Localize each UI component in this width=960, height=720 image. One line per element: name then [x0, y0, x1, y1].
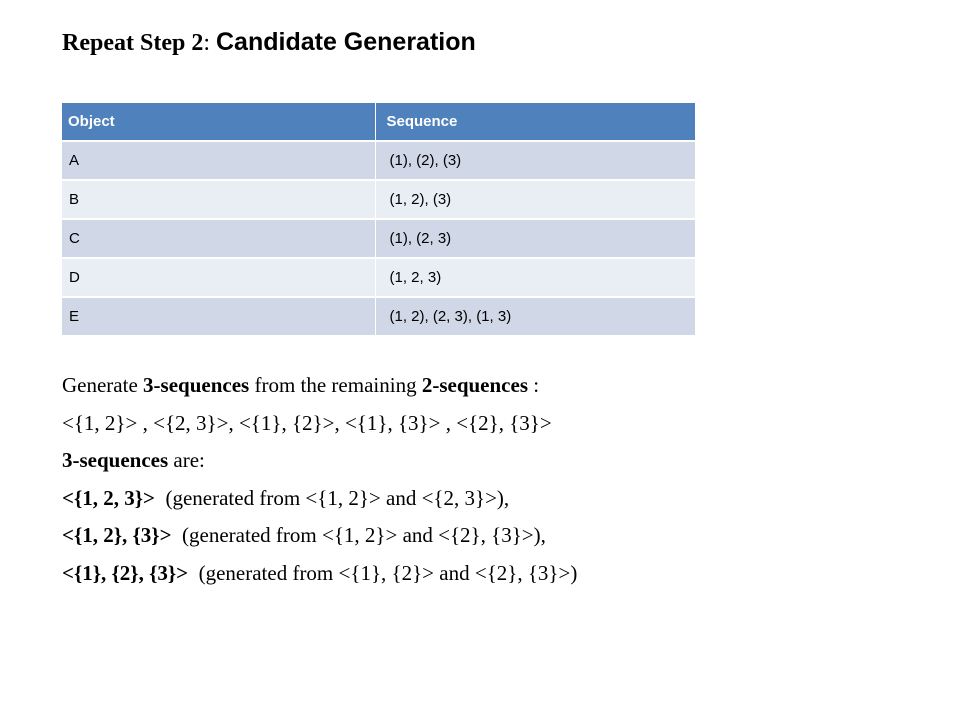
- generate-line: [62, 367, 942, 405]
- slide-title: [62, 28, 476, 57]
- cell-sequence: (1, 2), (2, 3), (1, 3): [375, 297, 695, 336]
- cell-sequence: (1), (2, 3): [375, 219, 695, 258]
- text-fragment: :: [528, 373, 540, 397]
- three-sequence-item: [62, 517, 942, 555]
- title-topic: Candidate Generation: [216, 28, 476, 56]
- cell-object: C: [62, 219, 375, 258]
- text-bold-fragment: 3-sequences: [143, 373, 250, 397]
- table-row: [62, 258, 695, 297]
- cell-object: B: [62, 180, 375, 219]
- text-bold-fragment: 3-sequences: [62, 448, 169, 472]
- text-fragment: Generate: [62, 373, 144, 397]
- sequence-bold: <{1}, {2}, {3}>: [62, 560, 189, 585]
- text-bold-fragment: 2-sequences: [421, 373, 528, 397]
- two-sequences-list: <{1, 2}> , <{2, 3}>, <{1}, {2}>, <{1}, {3}> , <{2}, {3}>: [62, 410, 552, 435]
- table-row: [62, 297, 695, 336]
- three-sequence-item: [62, 480, 942, 518]
- table-header-row: [62, 103, 695, 141]
- table-row: [62, 180, 695, 219]
- title-step: Repeat Step 2: [62, 30, 204, 56]
- header-object: Object: [62, 103, 375, 141]
- table-row: [62, 141, 695, 180]
- text-fragment: from the remaining: [249, 373, 422, 397]
- header-sequence: Sequence: [375, 103, 695, 141]
- sequence-table: [62, 103, 695, 337]
- generated-from-text: (generated from <{1}, {2}> and <{2}, {3}>): [188, 560, 578, 585]
- title-colon: :: [203, 30, 216, 56]
- sequence-bold: <{1, 2, 3}>: [62, 485, 155, 510]
- three-sequences-heading: [62, 442, 942, 480]
- text-fragment: are:: [168, 448, 205, 472]
- cell-object: A: [62, 141, 375, 180]
- cell-object: D: [62, 258, 375, 297]
- cell-sequence: (1), (2), (3): [375, 141, 695, 180]
- cell-object: E: [62, 297, 375, 336]
- three-sequence-item: [62, 555, 942, 593]
- generated-from-text: (generated from <{1, 2}> and <{2}, {3}>),: [171, 523, 546, 547]
- cell-sequence: (1, 2, 3): [375, 258, 695, 297]
- sequence-bold: <{1, 2}, {3}>: [62, 523, 172, 547]
- generated-from-text: (generated from <{1, 2}> and <{2, 3}>),: [154, 485, 510, 510]
- table-row: [62, 219, 695, 258]
- cell-sequence: (1, 2), (3): [375, 180, 695, 219]
- explanation-text: [62, 367, 942, 592]
